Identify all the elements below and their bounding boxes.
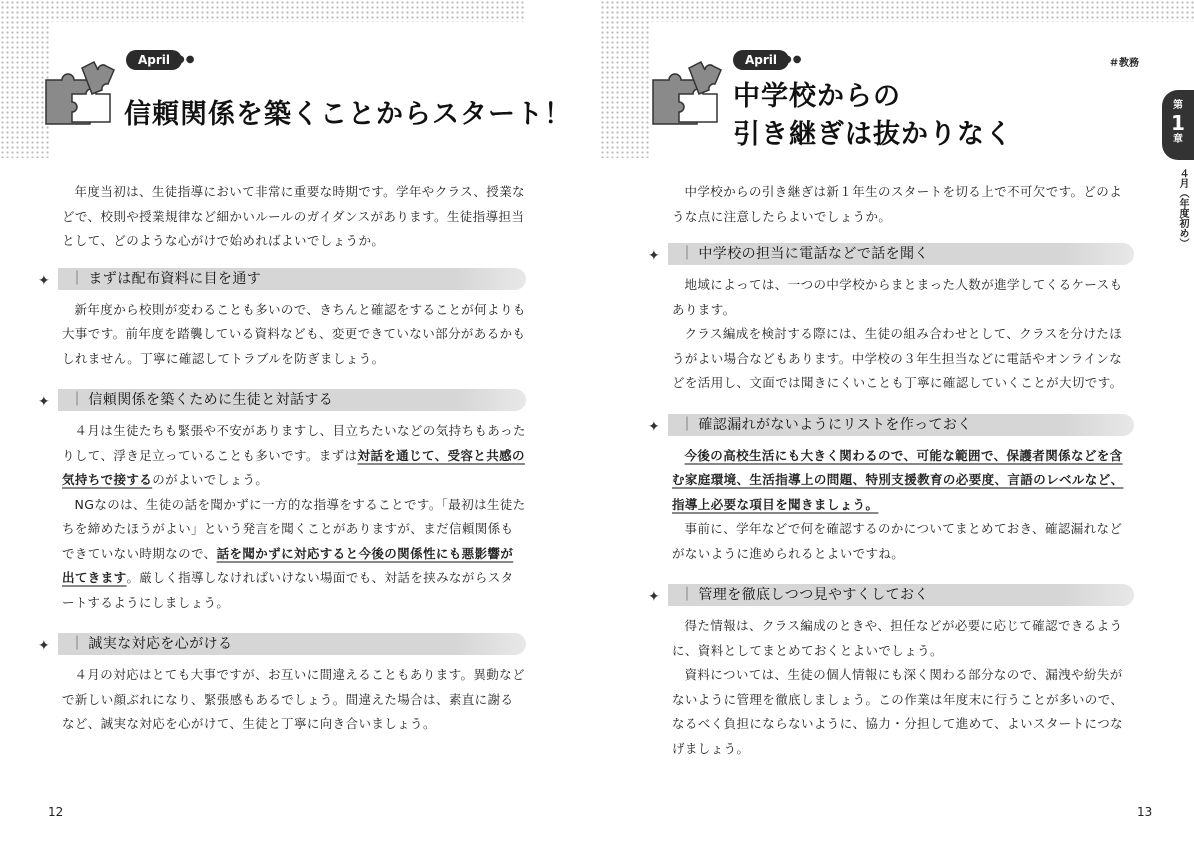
section-heading-3	[38, 633, 526, 657]
emphasis-text: 対話を通じて、受容と共感の気持ちで接する	[62, 447, 525, 487]
page-title: 信頼関係を築くことからスタート！	[124, 99, 572, 130]
section-heading-2	[38, 389, 526, 413]
sparkle-icon: ✦	[38, 638, 51, 654]
section-heading-1	[648, 243, 1134, 267]
intro-paragraph: 年度当初は、生徒指導において非常に重要な時期です。学年やクラス、授業などで、校則や授業規律など細かいルールのガイダンスがあります。生徒指導担当として、どのような心がけで始めればよいでしょうか。	[62, 184, 526, 248]
section-heading-text: ｜ 管理を徹底しつつ見やすくしておく	[680, 584, 929, 606]
article-body	[648, 180, 1134, 761]
badge-dots: ●●	[783, 54, 803, 65]
sparkle-icon: ✦	[648, 418, 661, 435]
page-number: 13	[1137, 805, 1153, 819]
section-heading-text: ｜ まずは配布資料に目を通す	[70, 268, 261, 290]
chapter-suffix: 章	[1173, 134, 1183, 145]
section-heading-1	[38, 268, 526, 292]
section-paragraph: ４月は生徒たちも緊張や不安がありますし、目立ちたいなどの気持ちもあったりして、浮き足立っていることも多いです。まずは対話を通じて、受容と共感の気持ちで接するのがよいでしょう。	[62, 423, 526, 487]
intro-paragraph: 中学校からの引き継ぎは新１年生のスタートを切る上で不可欠です。どのような点に注意したらよいでしょうか。	[672, 184, 1123, 224]
april-badge: April	[126, 50, 182, 70]
chapter-prefix: 第	[1173, 100, 1183, 111]
section-heading-text: ｜ 信頼関係を築くために生徒と対話する	[70, 389, 333, 411]
section-heading-3	[648, 584, 1134, 608]
title-line-1: 中学校からの	[733, 81, 901, 112]
section-paragraph: 地域によっては、一つの中学校からまとまった人数が進学してくるケースもあります。	[672, 277, 1123, 317]
section-paragraph: クラス編成を検討する際には、生徒の組み合わせとして、クラスを分けたほうがよい場合などもあります。中学校の３年生担当などに電話やオンラインなどを活用し、文面では聞きにくいことも丁寧に確認していくことが大切です。	[672, 326, 1123, 390]
april-badge: April	[733, 50, 789, 70]
article-body	[38, 180, 526, 737]
puzzle-icon	[42, 60, 116, 130]
section-heading-2	[648, 414, 1134, 438]
dot-pattern-top	[600, 0, 1194, 22]
chapter-number: 1	[1171, 111, 1185, 135]
badge-dots: ●●	[176, 54, 196, 65]
page-number: 12	[48, 805, 64, 819]
sparkle-icon: ✦	[38, 394, 51, 410]
section-paragraph: 資料については、生徒の個人情報にも深く関わる部分なので、漏洩や紛失がないように管理を徹底しましょう。この作業は年度末に行うことが多いので、なるべく負担にならないように、協力・分担して進めて、よいスタートにつなげましょう。	[672, 667, 1124, 756]
title-line-2: 引き継ぎは抜かりなく	[733, 119, 1013, 150]
section-heading-text: ｜ 誠実な対応を心がける	[70, 633, 232, 655]
sparkle-icon: ✦	[648, 589, 661, 605]
section-paragraph: 得た情報は、クラス編成のときや、担任などが必要に応じて確認できるように、資料としてまとめておくとよいでしょう。	[672, 618, 1123, 658]
dot-pattern-top	[0, 0, 525, 22]
section-heading-text: ｜ 確認漏れがないようにリストを作っておく	[680, 414, 972, 436]
chapter-subtitle: ４月（年度初め）	[1177, 168, 1188, 248]
category-tag: ＃教務	[1109, 58, 1139, 69]
page-title	[733, 78, 1013, 154]
chapter-tab[interactable]	[1162, 90, 1194, 160]
puzzle-icon	[649, 60, 723, 130]
section-heading-text: ｜ 中学校の担当に電話などで話を聞く	[680, 243, 929, 265]
emphasis-text: 今後の高校生活にも大きく関わるので、可能な範囲で、保護者関係などを含む家庭環境、生活指導上の問題、特別支援教育の必要度、言語のレベルなど、指導上必要な項目を聞きましょう。	[672, 447, 1124, 512]
emphasis-text: 話を聞かずに対応すると今後の関係性にも悪影響が出てきます	[62, 545, 514, 585]
sparkle-icon: ✦	[648, 248, 661, 264]
section-paragraph: 新年度から校則が変わることも多いので、きちんと確認をすることが何よりも大事です。前年度を踏襲している資料なども、変更できていない部分があるかもしれません。丁寧に確認してトラブルを防ぎましょう。	[62, 301, 526, 366]
right-page	[597, 0, 1194, 851]
sparkle-icon: ✦	[38, 272, 51, 289]
dot-pattern-side	[600, 0, 650, 158]
section-paragraph	[672, 444, 1134, 518]
section-paragraph: NGなのは、生徒の話を聞かずに一方的な指導をすることです。「最初は生徒たちを締めたほうがよい」という発言を聞くことがありますが、まだ信頼関係もできていない時期なので、話を聞かずに対応すると今後の関係性にも悪影響が出てきます。厳しく指導しなければいけない場面でも、対話を挟みながらスタートするようにしましょう。	[62, 496, 526, 610]
section-paragraph: ４月の対応はとても大事ですが、お互いに間違えることもあります。異動などで新しい顔ぶれになり、緊張感もあるでしょう。間違えた場合は、素直に謝るなど、誠実な対応を心がけて、生徒と丁寧に向き合いましょう。	[62, 667, 526, 731]
section-paragraph: 事前に、学年などで何を確認するのかについてまとめておき、確認漏れなどがないように進められるとよいですね。	[672, 521, 1123, 561]
